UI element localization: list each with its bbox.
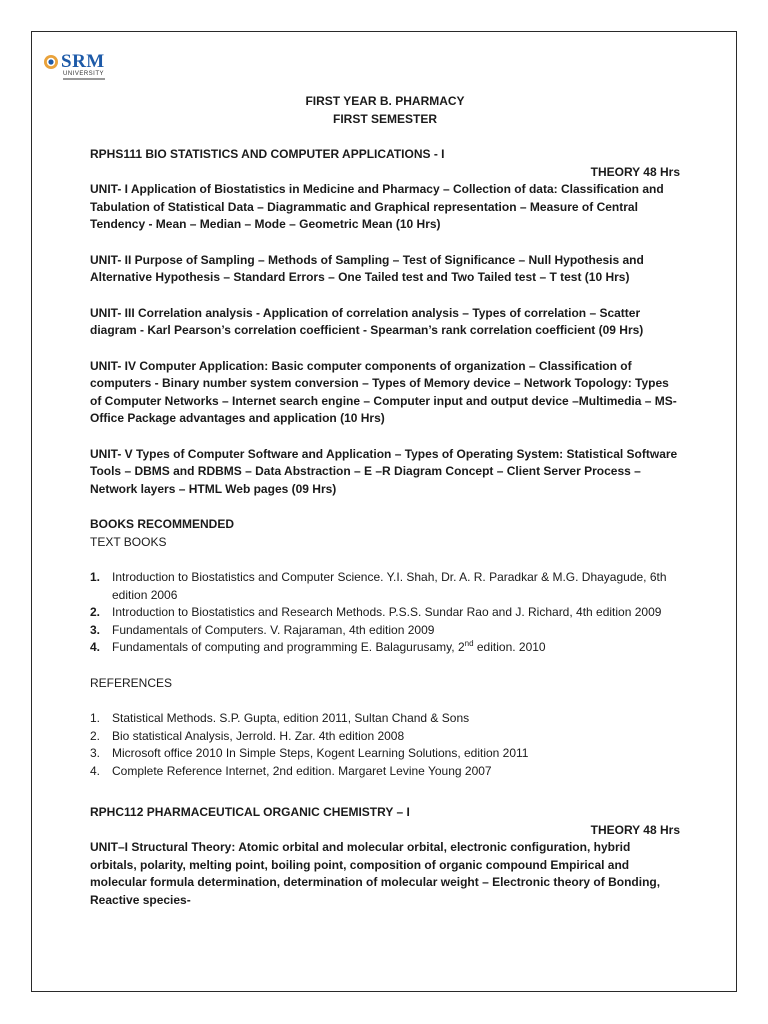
srm-university-logo (43, 52, 107, 82)
course2-theory-hours: THEORY 48 Hrs (590, 822, 680, 837)
document-body (90, 93, 680, 909)
course1-unit-5: UNIT- V Types of Computer Software and Application – Types of Operating System: Statistical Software Tools – DBMS and RDBMS – Data Abstraction – E –R Diagram Concept – Client Server Process – Network layers – HTML Web pages (09 Hrs) (90, 446, 678, 496)
course1-unit-3: UNIT- III Correlation analysis - Application of correlation analysis – Types of correlation – Scatter diagram - Karl Pearson’s correlation coefficient - Spearman’s rank correlation coefficient (09 Hrs) (90, 305, 644, 337)
list-item (90, 639, 680, 657)
course1-unit-2: UNIT- II Purpose of Sampling – Methods of Sampling – Test of Significance – Null Hypothesis and Alternative Hypothesis – Standard Errors – One Tailed test and Two Tailed test – T test (10 Hrs) (90, 252, 644, 284)
course2-unit-1: UNIT–I Structural Theory: Atomic orbital and molecular orbital, electronic configuration, hybrid orbitals, polarity, melting point, boiling point, composition of organic compound Empirical and molecular formula determination, determination of molecular weight – Electronic theory of Bonding, Reactive species- (90, 840, 661, 907)
list-number: 2. (90, 728, 101, 743)
textbooks-list (90, 569, 680, 657)
reference-entry: Microsoft office 2010 In Simple Steps, Kogent Learning Solutions, edition 2011 (112, 746, 529, 760)
textbook-entry: Introduction to Biostatistics and Computer Science. Y.I. Shah, Dr. A. R. Paradkar & M.G. Dhayagude, 6th edition 2006 (112, 570, 667, 602)
logo-tagline-bar (63, 78, 105, 80)
list-item (90, 763, 680, 781)
list-item (90, 745, 680, 763)
textbook-entry (112, 640, 546, 654)
logo-subtitle: UNIVERSITY (63, 71, 105, 77)
list-item (90, 622, 680, 640)
list-item (90, 569, 680, 604)
course1-unit-4: UNIT- IV Computer Application: Basic computer components of organization – Classification of computers - Binary number system conversion – Types of Memory device – Network Topology: Types of Computer Networks – Internet search engine – Computer input and output device –Multimedia – MS-Office Package advantages and application (10 Hrs) (90, 358, 677, 425)
list-item (90, 728, 680, 746)
list-item (90, 604, 680, 622)
textbook-entry: Fundamentals of Computers. V. Rajaraman, 4th edition 2009 (112, 622, 435, 637)
list-number: 4. (90, 640, 101, 654)
list-number: 3. (90, 746, 101, 760)
srm-emblem-icon (43, 54, 59, 70)
ordinal-suffix: nd (464, 639, 474, 648)
list-number: 1. (90, 570, 101, 584)
text-books-heading: TEXT BOOKS (90, 534, 167, 549)
reference-entry: Complete Reference Internet, 2nd edition. Margaret Levine Young 2007 (112, 763, 492, 778)
logo-brand-text: SRM (61, 51, 105, 72)
books-recommended-heading: BOOKS RECOMMENDED (90, 517, 235, 531)
header-year: FIRST YEAR B. PHARMACY (305, 94, 465, 108)
course1-unit-1: UNIT- I Application of Biostatistics in Medicine and Pharmacy – Collection of data: Classification and Tabulation of Statistical Data – Diagrammatic and Graphical representation – Measure of Central Tendency - Mean – Median – Mode – Geometric Mean (10 Hrs) (90, 182, 664, 231)
course1-title: RPHS111 BIO STATISTICS AND COMPUTER APPLICATIONS - I (90, 147, 445, 161)
reference-entry: Bio statistical Analysis, Jerrold. H. Zar. 4th edition 2008 (112, 728, 405, 743)
references-list (90, 710, 680, 780)
list-number: 3. (90, 622, 101, 637)
textbook-entry-text: Fundamentals of computing and programming E. Balagurusamy, 2 (112, 640, 465, 654)
list-item (90, 710, 680, 728)
header-semester: FIRST SEMESTER (332, 111, 437, 126)
course1-theory-hours: THEORY 48 Hrs (590, 164, 680, 179)
list-number: 2. (90, 605, 101, 619)
list-number: 1. (90, 711, 101, 725)
course2-title: RPHC112 PHARMACEUTICAL ORGANIC CHEMISTRY – I (90, 805, 410, 819)
references-heading: REFERENCES (90, 675, 173, 690)
textbook-entry-text: edition. 2010 (473, 640, 546, 654)
textbook-entry: Introduction to Biostatistics and Research Methods. P.S.S. Sundar Rao and J. Richard, 4th edition 2009 (112, 605, 662, 619)
list-number: 4. (90, 763, 101, 778)
reference-entry: Statistical Methods. S.P. Gupta, edition 2011, Sultan Chand & Sons (112, 711, 470, 725)
